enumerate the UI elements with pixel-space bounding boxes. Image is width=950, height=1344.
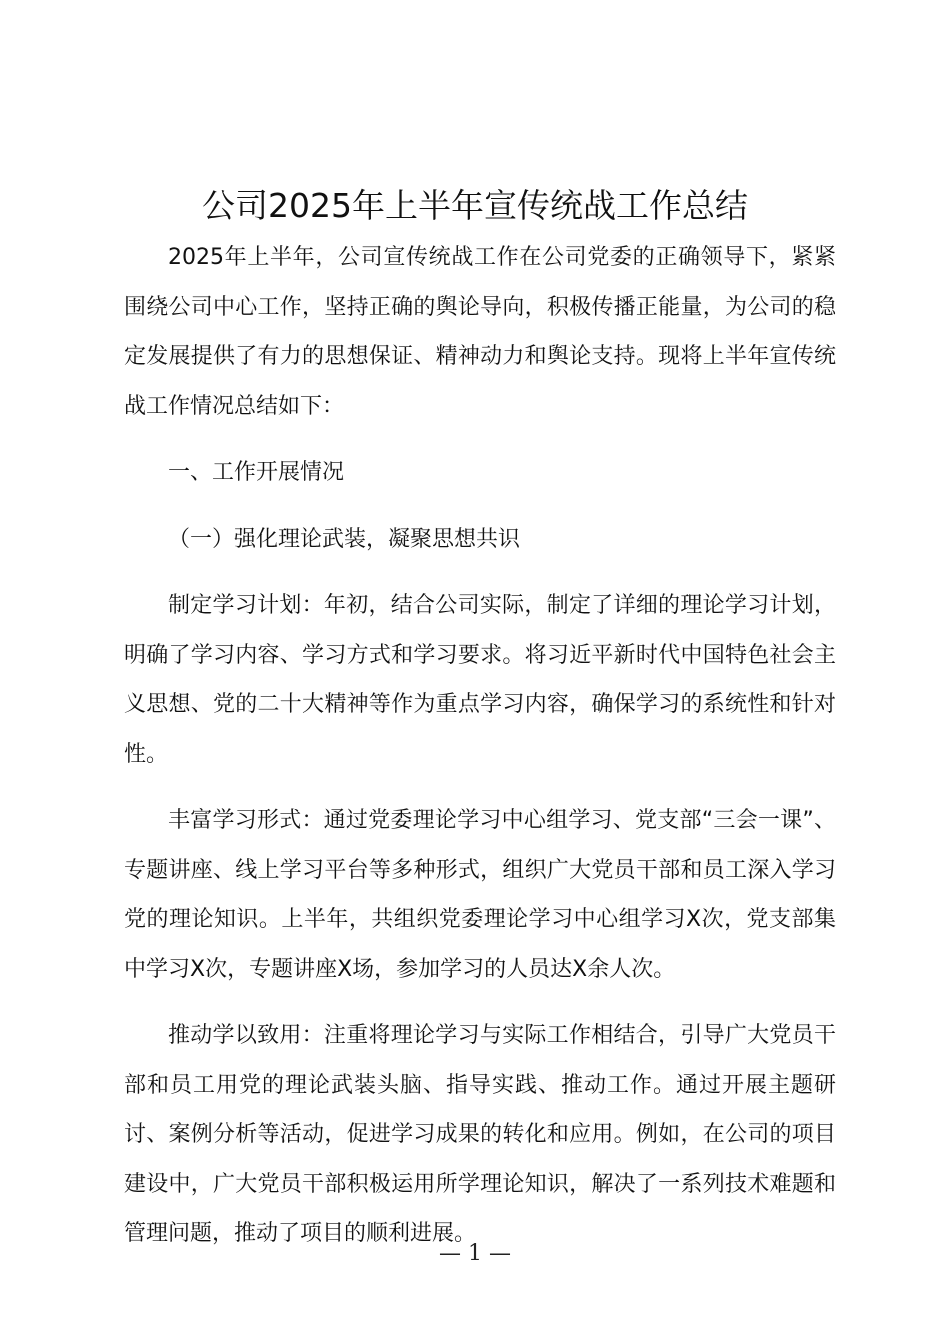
study-plan-paragraph: 制定学习计划：年初，结合公司实际，制定了详细的理论学习计划，明确了学习内容、学习方式和学习要求。将习近平新时代中国特色社会主义思想、党的二十大精神等作为重点学习内容，确保学习的系统性和针对性。	[124, 593, 836, 767]
study-forms-paragraph: 丰富学习形式：通过党委理论学习中心组学习、党支部“三会一课”、专题讲座、线上学习平台等多种形式，组织广大党员干部和员工深入学习党的理论知识。上半年，共组织党委理论学习中心组学习X次，党支部集中学习X次，专题讲座X场，参加学习的人员达X余人次。	[124, 808, 836, 982]
intro-paragraph: 2025年上半年，公司宣传统战工作在公司党委的正确领导下，紧紧围绕公司中心工作，坚持正确的舆论导向，积极传播正能量，为公司的稳定发展提供了有力的思想保证、精神动力和舆论支持。现将上半年宣传统战工作情况总结如下：	[124, 245, 836, 419]
document-body	[124, 233, 836, 1259]
subsection-heading: （一）强化理论武装，凝聚思想共识	[168, 526, 521, 552]
section-heading: 一、工作开展情况	[168, 460, 345, 485]
document-title: 公司2025年上半年宣传统战工作总结	[202, 186, 748, 225]
page-number: — 1 —	[439, 1241, 511, 1266]
apply-learning-paragraph: 推动学以致用：注重将理论学习与实际工作相结合，引导广大党员干部和员工用党的理论武装头脑、指导实践、推动工作。通过开展主题研讨、案例分析等活动，促进学习成果的转化和应用。例如，在公司的项目建设中，广大党员干部积极运用所学理论知识，解决了一系列技术难题和管理问题，推动了项目的顺利进展。	[124, 1023, 836, 1246]
